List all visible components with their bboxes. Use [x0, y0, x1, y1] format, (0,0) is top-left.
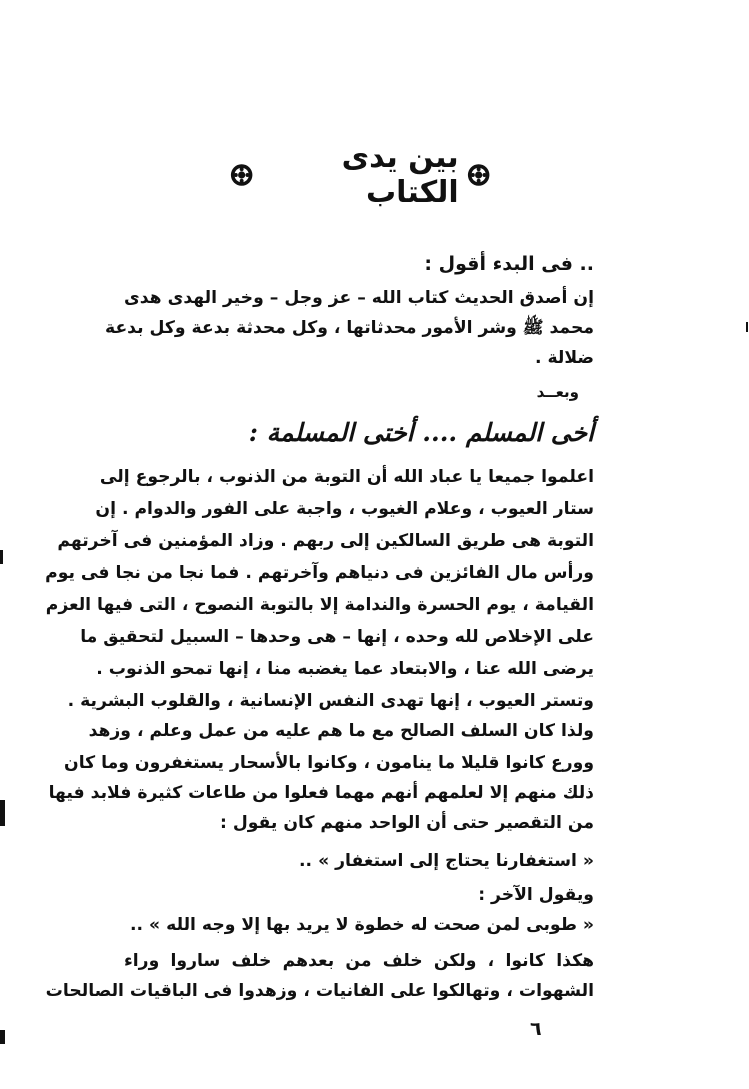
page-number: ٦	[530, 1018, 542, 1040]
quote-line: « طوبى لمن صحت له خطوة لا يريد بها إلا وجه الله » ..	[130, 915, 594, 935]
paragraph-line: التوبة هى طريق السالكين إلى ربهم . وزاد المؤمنين فى آخرتهم	[57, 531, 594, 551]
intro-heading: .. فى البدء أقول :	[424, 253, 594, 275]
title-text: بين يدى الكتاب	[341, 140, 459, 210]
intro-line: ضلالة .	[534, 348, 594, 368]
scan-edge-mark	[746, 322, 748, 332]
scan-edge-mark	[0, 550, 3, 564]
paragraph-line: على الإخلاص لله وحده ، إنها – هى وحدها – السبيل لتحقيق ما	[80, 627, 594, 647]
paragraph-line: ورأس مال الفائزين فى دنياهم وآخرتهم . فما نجا من نجا فى يوم	[45, 563, 594, 583]
address-heading: أخى المسلم .... أختى المسلمة :	[248, 418, 594, 447]
intro-line: إن أصدق الحديث كتاب الله – عز وجل – وخير الهدى هدى	[124, 288, 594, 308]
paragraph-line: القيامة ، يوم الحسرة والندامة إلا بالتوبة النصوح ، التى فيها العزم	[45, 595, 594, 615]
transition-word: وبعــد	[536, 383, 579, 401]
intro-line: محمد ﷺ وشر الأمور محدثاتها ، وكل محدثة بدعة وكل بدعة	[105, 318, 594, 338]
paragraph-line: من التقصير حتى أن الواحد منهم كان يقول :	[219, 813, 594, 833]
paragraph-line: يرضى الله عنا ، والابتعاد عما يغضبه منا ، إنها تمحو الذنوب .	[96, 659, 594, 679]
scan-edge-mark	[0, 1030, 5, 1044]
paragraph-line: ولذا كان السلف الصالح مع ما هم عليه من عمل وعلم ، وزهد	[88, 721, 594, 741]
paragraph-line: ذلك منهم إلا لعلمهم أنهم مهما فعلوا من طاعات كثيرة فلابد فيها	[48, 783, 594, 803]
quote-intro: ويقول الآخر :	[478, 885, 594, 905]
paragraph-line: اعلموا جميعا يا عباد الله أن التوبة من الذنوب ، بالرجوع إلى	[99, 467, 594, 487]
flower-ornament-icon	[230, 162, 253, 188]
paragraph-line: وورع كانوا قليلا ما ينامون ، وكانوا بالأسحار يستغفرون وما كان	[64, 753, 594, 773]
paragraph-line: هكذا كانوا ، ولكن خلف من بعدهم خلف ساروا وراء	[124, 951, 594, 971]
quote-line: « استغفارنا يحتاج إلى استغفار » ..	[299, 851, 594, 871]
paragraph-line: وتستر العيوب ، إنها تهدى النفس الإنسانية ، والقلوب البشرية .	[67, 691, 594, 711]
scan-edge-mark	[0, 800, 5, 826]
flower-ornament-icon	[467, 162, 490, 188]
paragraph-line: الشهوات ، وتهالكوا على الفانيات ، وزهدوا فى الباقيات الصالحات	[45, 981, 594, 1001]
paragraph-line: ستار العيوب ، وعلام الغيوب ، واجبة على الفور والدوام . إن	[95, 499, 594, 519]
page-title	[230, 140, 490, 210]
